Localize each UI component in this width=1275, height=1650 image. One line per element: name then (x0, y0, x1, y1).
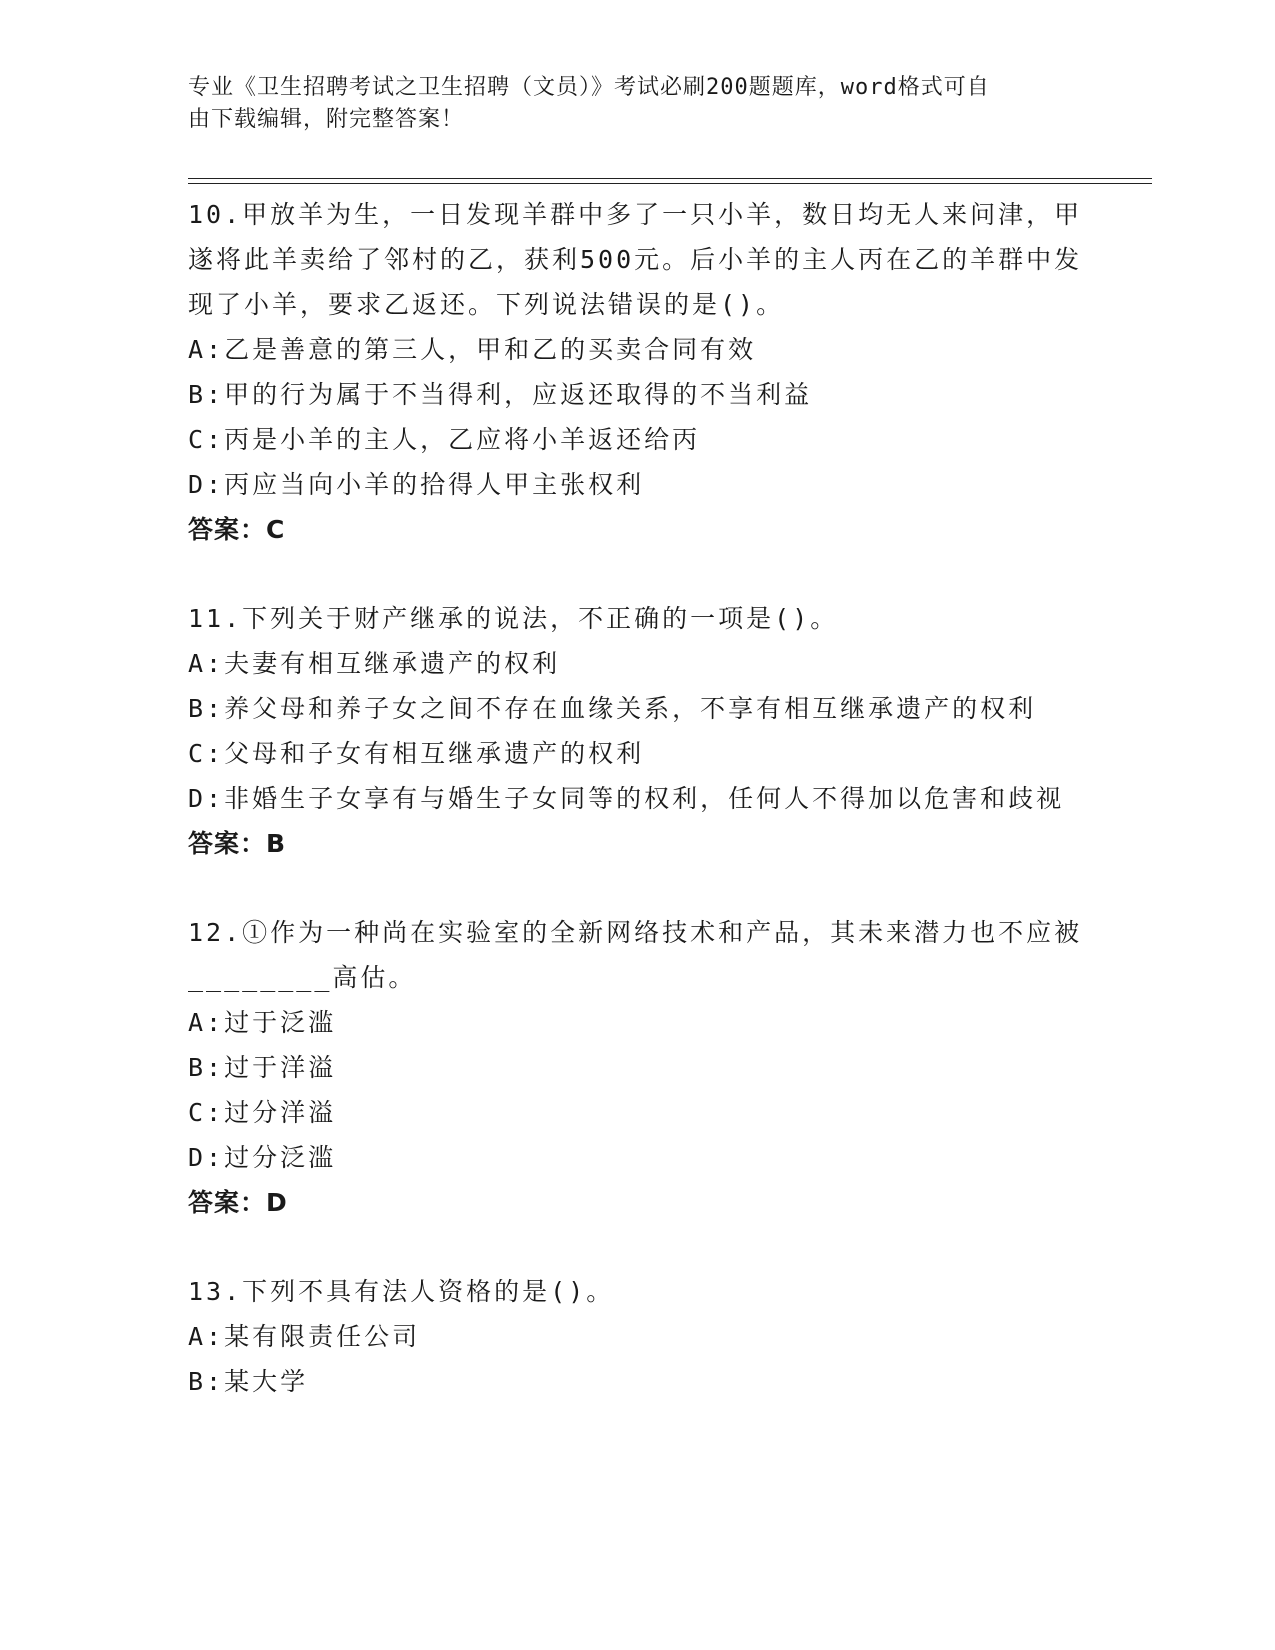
option-a: A:某有限责任公司 (188, 1322, 421, 1351)
header-divider-top (188, 178, 1152, 179)
option-a: A:乙是善意的第三人，甲和乙的买卖合同有效 (188, 335, 757, 364)
header-line-2: 由下载编辑，附完整答案！ (188, 107, 465, 132)
option-a: A:过于泛滥 (188, 1008, 337, 1037)
question-11 (188, 596, 1088, 866)
option-a: A:夫妻有相互继承遗产的权利 (188, 649, 561, 678)
option-b: B:养父母和养子女之间不存在血缘关系，不享有相互继承遗产的权利 (188, 694, 1037, 723)
question-list (188, 192, 1088, 1448)
header-divider-bottom (188, 183, 1152, 184)
document-header (188, 72, 1068, 136)
question-13 (188, 1269, 1088, 1404)
question-stem: 13.下列不具有法人资格的是()。 (188, 1277, 615, 1306)
option-b: B:某大学 (188, 1367, 309, 1396)
answer-line: 答案：C (188, 515, 286, 544)
question-stem: 10.甲放羊为生，一日发现羊群中多了一只小羊，数日均无人来问津，甲遂将此羊卖给了邻村的乙，获利500元。后小羊的主人丙在乙的羊群中发现了小羊，要求乙返还。下列说法错误的是()。 (188, 200, 1083, 319)
option-d: D:过分泛滥 (188, 1143, 337, 1172)
question-10 (188, 192, 1088, 552)
option-b: B:甲的行为属于不当得利，应返还取得的不当利益 (188, 380, 813, 409)
answer-line: 答案：D (188, 1188, 288, 1217)
option-c: C:过分洋溢 (188, 1098, 337, 1127)
question-stem: 12.①作为一种尚在实验室的全新网络技术和产品，其未来潜力也不应被________高估。 (188, 918, 1083, 992)
question-12 (188, 910, 1088, 1225)
header-line-1: 专业《卫生招聘考试之卫生招聘（文员）》考试必刷200题题库，word格式可自 (188, 75, 990, 100)
answer-line: 答案：B (188, 829, 287, 858)
option-d: D:丙应当向小羊的拾得人甲主张权利 (188, 470, 645, 499)
option-b: B:过于洋溢 (188, 1053, 337, 1082)
question-stem: 11.下列关于财产继承的说法，不正确的一项是()。 (188, 604, 839, 633)
option-c: C:父母和子女有相互继承遗产的权利 (188, 739, 645, 768)
option-d: D:非婚生子女享有与婚生子女同等的权利，任何人不得加以危害和歧视 (188, 784, 1065, 813)
option-c: C:丙是小羊的主人，乙应将小羊返还给丙 (188, 425, 701, 454)
